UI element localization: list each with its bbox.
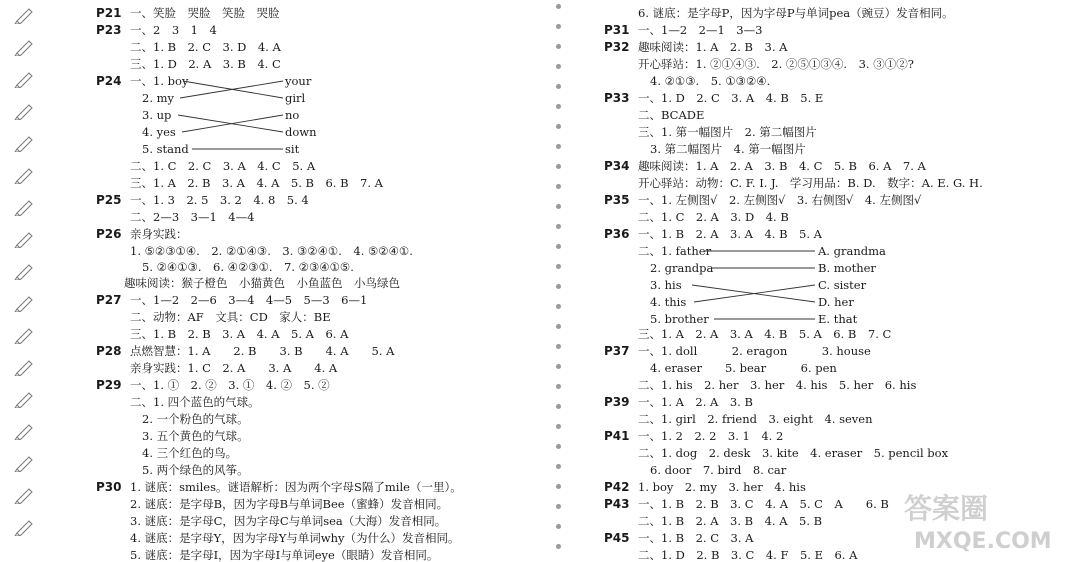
- left-answer-line: 三、1. B 2. B 3. A 4. A 5. A 6. A: [130, 327, 349, 341]
- p36-match-word: C. sister: [818, 278, 867, 292]
- left-answer-line: 4. yes: [142, 125, 176, 139]
- left-page-number: P25: [96, 193, 122, 207]
- right-answer-line: 一、1. B 2. B 3. C 4. A 5. C A 6. B: [638, 497, 889, 511]
- left-answer-line: 一、1. 3 2. 5 3. 2 4. 8 5. 4: [130, 193, 309, 207]
- left-answer-line: 二、1. B 2. C 3. D 4. A: [130, 40, 281, 54]
- right-answer-line: 6. door 7. bird 8. car: [650, 463, 787, 477]
- right-answer-line: 趣味阅读：1. A 2. B 3. A: [638, 40, 788, 54]
- p36-match-word: A. grandma: [818, 244, 886, 258]
- right-answer-line: 一、1. 左侧图√ 2. 左侧图√ 3. 右侧图√ 4. 左侧图√: [638, 193, 922, 207]
- right-answer-line: 开心驿站：动物：C. F. I. J. 学习用品：B. D. 数字：A. E. G. H.: [638, 176, 983, 190]
- watermark-url: MXQE.COM: [914, 529, 1052, 554]
- p24-match-word: your: [285, 74, 312, 88]
- left-answer-line: 点燃智慧：1. A 2. B 3. B 4. A 5. A: [130, 344, 395, 358]
- left-page-number: P24: [96, 74, 122, 88]
- right-answer-line: 二、1. girl 2. friend 3. eight 4. seven: [638, 412, 873, 426]
- p24-match-word: no: [285, 108, 300, 122]
- right-answer-line: 二、BCADE: [638, 108, 705, 122]
- right-answer-line: 一、1. doll 2. eragon 3. house: [638, 344, 871, 358]
- p24-match-word: sit: [285, 142, 300, 156]
- right-answer-line: 4. ②①③. 5. ①③②④.: [650, 74, 771, 88]
- left-answer-line: 一、1. boy: [130, 74, 189, 88]
- left-answer-line: 4. 三个红色的鸟。: [142, 446, 238, 460]
- left-answer-line: 二、1. C 2. C 3. A 4. C 5. A: [130, 159, 316, 173]
- left-answer-line: 二、2—3 3—1 4—4: [130, 210, 255, 224]
- right-answer-line: 二、1. B 2. A 3. B 4. A 5. B: [638, 514, 823, 528]
- left-page-number: P27: [96, 293, 122, 307]
- right-page-number: P36: [604, 227, 630, 241]
- right-answer-line: 三、1. 第一幅图片 2. 第二幅图片: [638, 125, 817, 139]
- left-answer-line: 二、1. 四个蓝色的气球。: [130, 395, 260, 409]
- right-page-number: P34: [604, 159, 630, 173]
- right-page-number: P35: [604, 193, 630, 207]
- left-answer-line: 3. 五个黄色的气球。: [142, 429, 249, 443]
- right-answer-line: 一、1. D 2. C 3. A 4. B 5. E: [638, 91, 824, 105]
- right-page-number: P41: [604, 429, 630, 443]
- right-answer-line: 一、1. 2 2. 2 3. 1 4. 2: [638, 429, 784, 443]
- right-answer-line: 二、1. D 2. B 3. C 4. F 5. E 6. A: [638, 548, 858, 562]
- right-answer-line: 3. 第二幅图片 4. 第一幅图片: [650, 142, 806, 156]
- left-answer-line: 趣味阅读：猴子橙色 小猫黄色 小鱼蓝色 小鸟绿色: [124, 276, 400, 290]
- left-answer-line: 一、2 3 1 4: [130, 23, 217, 37]
- right-answer-line: 一、1. B 2. A 3. A 4. B 5. A: [638, 227, 822, 241]
- left-page-number: P23: [96, 23, 122, 37]
- right-answer-line: 三、1. A 2. A 3. A 4. B 5. A 6. B 7. C: [638, 327, 892, 341]
- watermark-title: 答案圈: [904, 492, 989, 525]
- left-page-number: P29: [96, 378, 122, 392]
- right-page-number: P39: [604, 395, 630, 409]
- left-answer-line: 一、笑脸 哭脸 笑脸 哭脸: [130, 6, 280, 20]
- left-answer-line: 3. up: [142, 108, 172, 122]
- watermark-logo: [900, 488, 1070, 554]
- left-answer-line: 5. stand: [142, 142, 189, 156]
- left-answer-line: 1. 谜底：smiles。谜语解析：因为两个字母S隔了mile（一里）。: [130, 480, 462, 494]
- left-answer-line: 2. 一个粉色的气球。: [142, 412, 249, 426]
- right-page-number: P42: [604, 480, 630, 494]
- left-answer-line: 5. 谜底：是字母I，因为字母I与单词eye（眼睛）发音相同。: [130, 548, 439, 562]
- right-answer-line: 4. this: [650, 295, 687, 309]
- right-answer-line: 一、1—2 2—1 3—3: [638, 23, 763, 37]
- right-answer-line: 2. grandpa: [650, 261, 714, 275]
- right-answer-line: 二、1. father: [638, 244, 712, 258]
- left-answer-line: 1. ⑤②③①④. 2. ②①④③. 3. ③②④①. 4. ⑤②④①.: [130, 244, 413, 258]
- left-answer-line: 4. 谜底：是字母Y，因为字母Y与单词why（为什么）发音相同。: [130, 531, 460, 545]
- p36-match-word: B. mother: [818, 261, 876, 275]
- left-page-number: P30: [96, 480, 122, 494]
- right-answer-line: 3. his: [650, 278, 682, 292]
- left-answer-line: 5. 两个绿色的风筝。: [142, 463, 249, 477]
- right-answer-line: 6. 谜底：是字母P，因为字母P与单词pea（豌豆）发音相同。: [638, 6, 954, 20]
- p24-match-word: girl: [285, 91, 306, 105]
- right-answer-line: 二、1. C 2. A 3. D 4. B: [638, 210, 789, 224]
- left-page-number: P21: [96, 6, 122, 20]
- right-answer-line: 趣味阅读：1. A 2. A 3. B 4. C 5. B 6. A 7. A: [638, 159, 926, 173]
- left-answer-line: 二、动物：AF 文具：CD 家人：BE: [130, 310, 331, 324]
- right-page-number: P33: [604, 91, 630, 105]
- right-answer-line: 一、1. A 2. A 3. B: [638, 395, 753, 409]
- left-answer-line: 一、1. ① 2. ② 3. ① 4. ② 5. ②: [130, 378, 330, 392]
- right-answer-line: 一、1. B 2. C 3. A: [638, 531, 754, 545]
- left-page-number: P28: [96, 344, 122, 358]
- left-answer-line: 三、1. D 2. A 3. B 4. C: [130, 57, 281, 71]
- p36-match-word: E. that: [818, 312, 858, 326]
- left-answer-line: 3. 谜底：是字母C，因为字母C与单词sea（大海）发音相同。: [130, 514, 447, 528]
- right-page-number: P37: [604, 344, 630, 358]
- left-answer-line: 一、1—2 2—6 3—4 4—5 5—3 6—1: [130, 293, 368, 307]
- right-answer-line: 5. brother: [650, 312, 709, 326]
- p36-match-word: D. her: [818, 295, 854, 309]
- right-page-number: P32: [604, 40, 630, 54]
- left-answer-line: 5. ②④①③. 6. ④②③①. 7. ②③④①⑤.: [142, 260, 354, 274]
- left-answer-line: 2. 谜底：是字母B，因为字母B与单词Bee（蜜蜂）发音相同。: [130, 497, 449, 511]
- left-answer-line: 2. my: [142, 91, 175, 105]
- right-page-number: P31: [604, 23, 630, 37]
- right-answer-line: 1. boy 2. my 3. her 4. his: [638, 480, 806, 494]
- right-page-number: P45: [604, 531, 630, 545]
- right-page-number: P43: [604, 497, 630, 511]
- right-answer-line: 二、1. dog 2. desk 3. kite 4. eraser 5. pencil box: [638, 446, 949, 460]
- right-answer-line: 开心驿站：1. ②①④③. 2. ②⑤①③④. 3. ③①②?: [638, 57, 914, 71]
- left-page-number: P26: [96, 227, 122, 241]
- right-answer-line: 二、1. his 2. her 3. her 4. his 5. her 6. his: [638, 378, 917, 392]
- p24-match-word: down: [285, 125, 317, 139]
- left-answer-line: 亲身实践：: [130, 227, 188, 241]
- right-answer-line: 4. eraser 5. bear 6. pen: [650, 361, 837, 375]
- left-answer-line: 三、1. A 2. B 3. A 4. A 5. B 6. B 7. A: [130, 176, 383, 190]
- left-answer-line: 亲身实践：1. C 2. A 3. A 4. A: [130, 361, 338, 375]
